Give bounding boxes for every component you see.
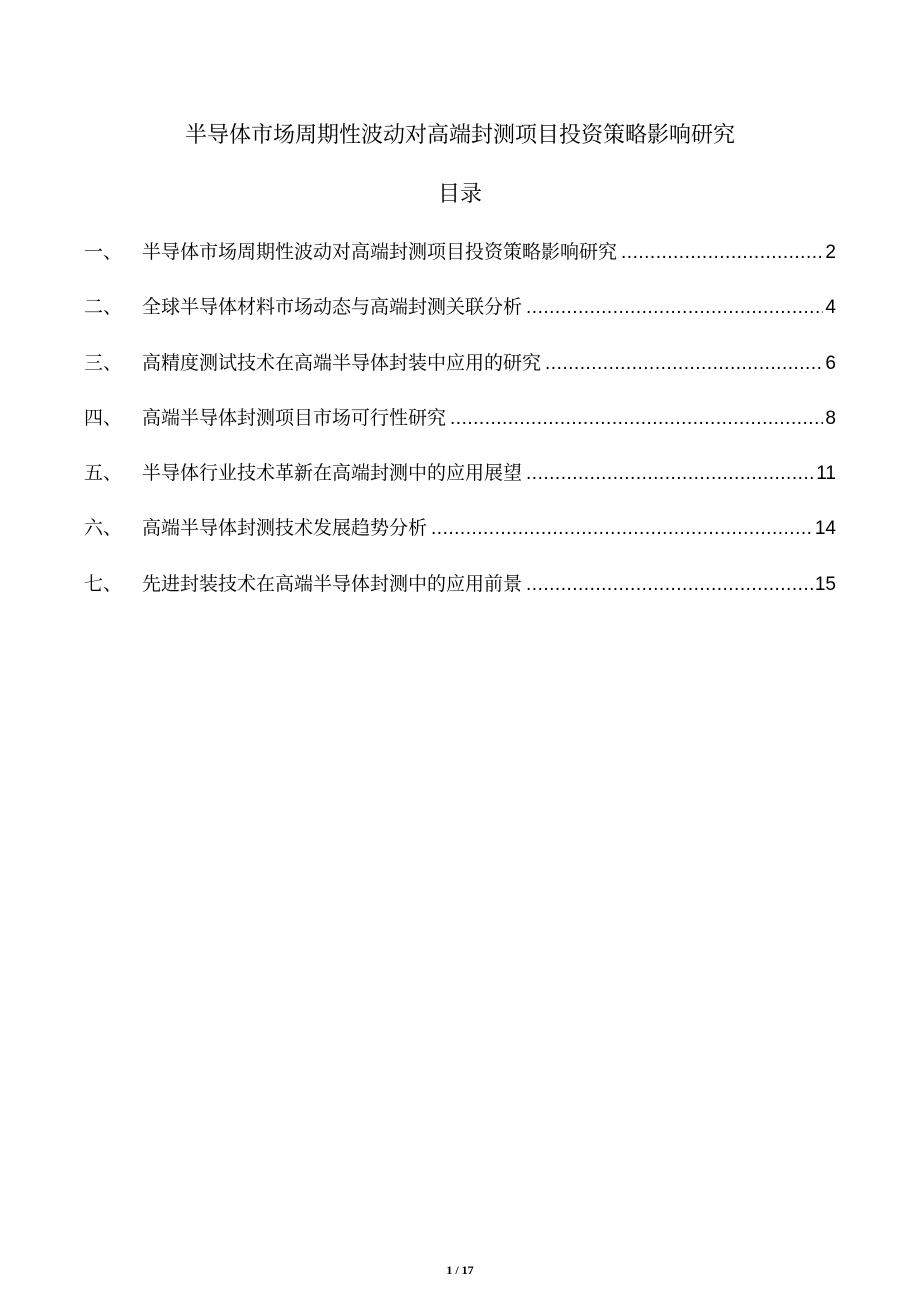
toc-entry-title[interactable]: 高精度测试技术在高端半导体封装中应用的研究 <box>142 351 542 374</box>
toc-dot-leader <box>545 346 823 382</box>
toc-entry-page[interactable]: 8 <box>825 407 836 429</box>
toc-entry[interactable] <box>84 234 836 270</box>
toc-entry-page[interactable]: 4 <box>825 297 836 319</box>
toc-entry-title[interactable]: 半导体市场周期性波动对高端封测项目投资策略影响研究 <box>142 241 618 263</box>
toc-entry[interactable] <box>84 510 836 546</box>
toc-entry-number: 四、 <box>84 406 123 429</box>
toc-entry-number: 三、 <box>84 351 123 374</box>
toc-entry[interactable] <box>84 400 836 436</box>
toc-dot-leader <box>526 567 813 603</box>
toc-entry-number: 六、 <box>84 517 123 540</box>
toc-entry-number: 七、 <box>84 572 123 595</box>
toc-entry-page[interactable]: 2 <box>825 242 836 263</box>
toc-dot-leader <box>450 401 823 437</box>
toc-dot-leader <box>621 235 823 271</box>
toc-entry-number: 一、 <box>84 241 123 263</box>
toc-dot-leader <box>526 290 823 326</box>
toc-entry-title[interactable]: 高端半导体封测技术发展趋势分析 <box>142 517 428 540</box>
table-of-contents <box>84 234 836 621</box>
toc-entry-page[interactable]: 11 <box>816 463 836 485</box>
toc-entry[interactable] <box>84 345 836 381</box>
document-title: 半导体市场周期性波动对高端封测项目投资策略影响研究 <box>184 123 735 148</box>
toc-dot-leader <box>526 456 814 492</box>
toc-entry-title[interactable]: 高端半导体封测项目市场可行性研究 <box>142 406 447 429</box>
toc-entry-page[interactable]: 6 <box>825 352 836 374</box>
toc-dot-leader <box>431 511 813 547</box>
toc-entry[interactable] <box>84 455 836 491</box>
toc-entry-title[interactable]: 全球半导体材料市场动态与高端封测关联分析 <box>142 296 523 319</box>
toc-entry[interactable] <box>84 566 836 602</box>
toc-heading: 目录 <box>437 182 482 207</box>
toc-entry-title[interactable]: 先进封装技术在高端半导体封测中的应用前景 <box>142 572 523 595</box>
toc-entry-number: 二、 <box>84 296 123 319</box>
toc-entry-number: 五、 <box>84 462 123 485</box>
page-number: 1 / 17 <box>446 1263 474 1277</box>
toc-entry-page[interactable]: 15 <box>814 573 836 595</box>
toc-entry-page[interactable]: 14 <box>814 518 836 540</box>
toc-entry-title[interactable]: 半导体行业技术革新在高端封测中的应用展望 <box>142 462 523 485</box>
toc-entry[interactable] <box>84 289 836 325</box>
